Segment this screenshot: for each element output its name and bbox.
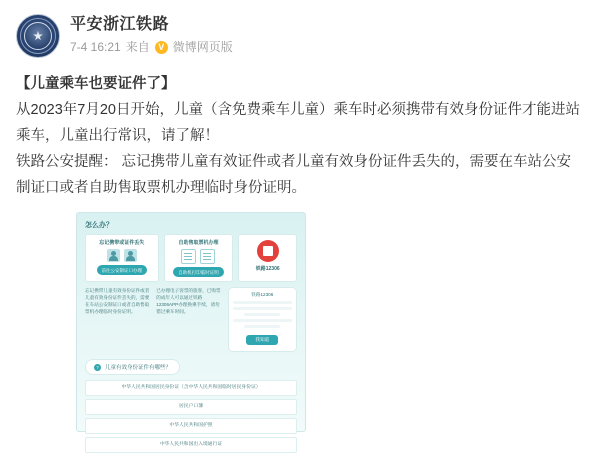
person-icon (124, 249, 137, 262)
post-meta (70, 14, 233, 55)
box-mid-head: 自助售取票机办理 (178, 240, 219, 246)
qa-title-text: 儿童有效身份证件有哪些？ (105, 365, 172, 371)
post-paragraph-1: 从2023年7月20日开始，儿童（含免费乘车儿童）乘车时必须携带有效身份证件才能进站乘车，儿童出行常识，请了解！ (16, 102, 580, 144)
qr-code-icon (257, 240, 279, 262)
infographic-title: 怎么办？ (85, 222, 113, 229)
account-nickname[interactable]: 平安浙江铁路 (70, 16, 170, 33)
phone-head: 铁路12306 (251, 292, 274, 297)
phone-placeholder-line (244, 325, 280, 328)
infographic-box-left (85, 234, 159, 282)
post-body (16, 71, 584, 201)
post-headline: 【儿童乘车也要证件了】 (16, 76, 176, 92)
post-header (16, 14, 584, 58)
post-source-link[interactable]: 微博网页版 (172, 40, 233, 54)
infographic-qa-list (85, 380, 297, 453)
document-icon (200, 249, 215, 264)
infographic-para-left: 忘记携带儿童有效身份证件或者儿童有效身份证件丢失的，需要在车站公安制证口或者自助售取票机办理临时身份证明。 (85, 288, 150, 314)
document-icon (181, 249, 196, 264)
box-mid-pill: 自助机打印临时证明 (173, 267, 224, 277)
post-subline (70, 39, 233, 55)
box-right-head: 铁路12306 (255, 266, 280, 272)
box-left-head: 忘记携带或证件丢失 (99, 240, 145, 246)
phone-confirm-button: 我知道 (246, 335, 278, 345)
infographic-phone-mock (228, 287, 297, 352)
phone-placeholder-line (233, 307, 292, 310)
phone-placeholder-line (233, 301, 292, 304)
phone-placeholder-line (244, 313, 280, 316)
box-mid-icons (168, 249, 230, 264)
phone-placeholder-line (233, 319, 292, 322)
infographic-para-mid: 已办理电子客票的旅客，已购票的成年人可以通过铁路12306APP办理换乘手续，请勿错过乘车时间。 (156, 288, 221, 314)
post-paragraph-2: 铁路公安提醒： 忘记携带儿童有效证件或者儿童有效身份证件丢失的，需要在车站公安制证口或者自助售取票机办理临时身份证明。 (16, 154, 572, 196)
qa-list-item: 居民户口簿 (85, 399, 297, 415)
question-mark-icon: ? (94, 364, 101, 371)
source-prefix: 来自 (125, 40, 150, 54)
qa-list-item: 中华人民共和国出入境通行证 (85, 437, 297, 453)
qa-list-item: 中华人民共和国居民身份证（含中华人民共和国临时居民身份证） (85, 380, 297, 396)
avatar[interactable] (16, 14, 60, 58)
infographic-box-mid (164, 234, 234, 282)
infographic-qa-title (85, 359, 180, 375)
verified-badge-icon (155, 41, 168, 54)
post-timestamp: 7-4 16:21 (70, 40, 121, 54)
post-image-infographic[interactable] (76, 212, 306, 448)
infographic-top-row (85, 234, 297, 282)
box-left-pill: 前往公安制证口办理 (97, 265, 148, 275)
police-emblem-icon (24, 22, 52, 50)
box-left-icons (89, 249, 155, 262)
person-icon (107, 249, 120, 262)
qa-list-item: 中华人民共和国护照 (85, 418, 297, 434)
infographic-box-right (238, 234, 297, 282)
infographic-text-row (85, 287, 297, 352)
